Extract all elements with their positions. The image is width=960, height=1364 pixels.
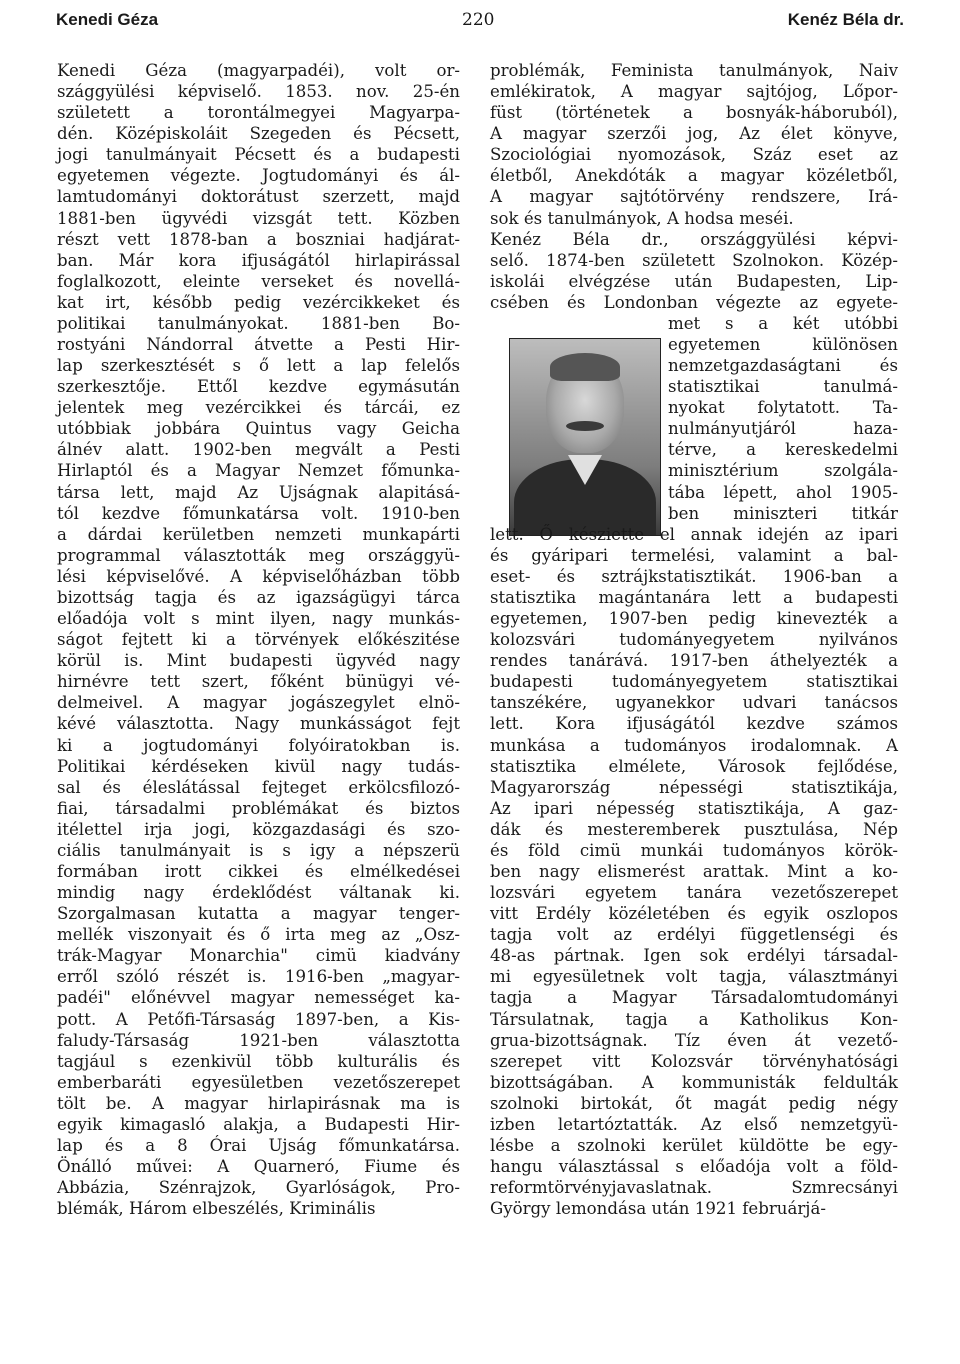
text-line: tölt be. A magyar hirlapirásnak ma is — [57, 1093, 460, 1113]
text-line: szerkesztője. Ettől kezdve egymásután — [57, 377, 460, 397]
text-line: bizottságában. A kommunisták feldulták — [490, 1072, 898, 1092]
text-line: szolnoki birtokát, őt magát pedig négy — [490, 1093, 898, 1113]
text-line: hangu választással s előadója volt a föld- — [490, 1157, 898, 1177]
text-line: született a torontálmegyei Magyarpa- — [57, 103, 460, 123]
text-line: lozsvári egyetem tanára vezetőszerepet — [490, 883, 898, 903]
text-line: tába lépett, ahol 1905- — [668, 482, 898, 502]
text-line: iskolái elvégzése után Budapesten, Lip- — [490, 271, 898, 291]
text-line: politikai tanulmányokat. 1881-ben Bo- — [57, 313, 460, 333]
text-line: Hirlaptól és a Magyar Nemzet főmunka- — [57, 461, 460, 481]
text-line: Társulatnak, tagja a Katholikus Kon- — [490, 1009, 898, 1029]
text-line: 48-as pártnak. Igen sok erdélyi társadal- — [490, 946, 898, 966]
text-line: itélettel irja jogi, közgazdasági és szo- — [57, 819, 460, 839]
text-line: mindig nagy érdeklődést váltanak ki. — [57, 883, 460, 903]
text-line: emberbaráti egyesületben vezetőszerepet — [57, 1072, 460, 1092]
page-number: 220 — [462, 10, 495, 30]
text-line: lési képviselővé. A képviselőházban több — [57, 566, 460, 586]
text-line: lap és a 8 Órai Ujság főmunkatársa. — [57, 1135, 460, 1155]
text-line: Önálló művei: A Quarneró, Fiume és — [57, 1157, 460, 1177]
text-line: nyokat folytatott. Ta- — [668, 398, 898, 418]
text-line: selő. 1874-ben született Szolnokon. Közép- — [490, 250, 898, 270]
text-line: szággyülési képviselő. 1853. nov. 25-én — [57, 82, 460, 102]
text-line: A magyar sajtótörvény rendszere, Irá- — [490, 187, 898, 207]
text-line: tagjául s ezenkivül több kulturális és — [57, 1051, 460, 1071]
text-line: bizottság tagja és az igazságügyi tárca — [57, 587, 460, 607]
text-line: rostyáni Nándorral átvette a Pesti Hir- — [57, 335, 460, 355]
text-line: foglalkozott, eleinte verseket és novellá- — [57, 271, 460, 291]
text-line: programmal választották meg országgyü- — [57, 545, 460, 565]
text-line: trák-Magyar Monarchia" cimü kiadvány — [57, 946, 460, 966]
text-line: kolozsvári tudományegyetem nyilvános — [490, 630, 898, 650]
text-line: tagja volt az erdélyi függetlenségi és — [490, 925, 898, 945]
text-line: izben letartóztatták. Az első nemzetgyü- — [490, 1114, 898, 1134]
text-line: kat irt, később pedig vezércikkeket és — [57, 292, 460, 312]
text-line: térve, a kereskedelmi — [668, 440, 898, 460]
text-line: statisztika magántanára lett a budapesti — [490, 587, 898, 607]
text-line: fiai, társadalmi problémákat és biztos — [57, 798, 460, 818]
text-line: emlékiratok, A magyar sajtójog, Lőpor- — [490, 82, 898, 102]
text-line: lett. Ő késziette el annak idején az ipari — [490, 524, 898, 544]
text-line: lésbe a szolnoki kerület küldötte be egy- — [490, 1135, 898, 1155]
header-right-name: Kenéz Béla dr. — [787, 10, 904, 29]
text-line: társa lett, majd Az Ujságnak alapitásá- — [57, 482, 460, 502]
text-line: dák és mesteremberek pusztulása, Nép — [490, 819, 898, 839]
text-line: sok és tanulmányok, A hodsa meséi. — [490, 208, 794, 228]
text-line: szerepet vitt Kolozsvár törvényhatósági — [490, 1051, 898, 1071]
text-line: lamtudományi doktorátust szerzett, majd — [57, 187, 460, 207]
text-line: és gyáripari termelési, valamint a bal- — [490, 545, 898, 565]
text-line: ben miniszteri titkár — [668, 503, 898, 523]
left-text-column — [57, 60, 460, 1219]
text-line: tagja a Magyar Társadalomtudományi — [490, 988, 898, 1008]
text-line: rendes tanárává. 1917-ben áthelyezték a — [490, 651, 898, 671]
text-line: tól kezdve főmunkatársa volt. 1910-ben — [57, 503, 460, 523]
text-line: faludy-Társaság 1921-ben választotta — [57, 1030, 460, 1050]
text-line: statisztikai tanulmá- — [668, 377, 898, 397]
text-line: Magyarország népességi statisztikája, — [490, 777, 898, 797]
right-text-column — [490, 60, 898, 1219]
text-line: egyetemen végezte. Jogtudományi és ál- — [57, 166, 460, 186]
text-line: életből, Anekdóták a magyar közéletből, — [490, 166, 898, 186]
text-line: tanszékére, ugyanekkor udvari tanácsos — [490, 693, 898, 713]
text-line: lap szerkesztését s ő lett a lap felelős — [57, 356, 460, 376]
text-line: formában irott cikkei és elmélkedései — [57, 861, 460, 881]
text-line: Kenedi Géza (magyarpadéi), volt or- — [57, 61, 460, 80]
text-line: Szorgalmasan kutatta a magyar tenger- — [57, 904, 460, 924]
text-line: hirnévre tett szert, főként bünügyi vé- — [57, 672, 460, 692]
text-line: erről szóló részét is. 1916-ben „magyar- — [57, 967, 460, 987]
text-line: ságot fejtett ki a törvények előkészitése — [57, 630, 460, 650]
text-line: A magyar szerzői jog, Az élet könyve, — [490, 124, 898, 144]
text-line: minisztérium szolgála- — [668, 461, 898, 481]
text-line: lett. Kora ifjuságától kezdve számos — [490, 714, 898, 734]
text-line: ciális tanulmányait is s igy a népszerü — [57, 840, 460, 860]
text-line: egyik kimagasló alakja, a Budapesti Hir- — [57, 1114, 460, 1134]
text-line: Abbázia, Szénrajzok, Gyarlóságok, Pro- — [57, 1178, 460, 1198]
text-line: nemzetgazdaságtani és — [668, 356, 898, 376]
text-line: padéi" előnévvel magyar nemességet ka- — [57, 988, 460, 1008]
text-line: sal és éleslátással fejteget erkölcsfilozó- — [57, 777, 460, 797]
text-line: munkása a tudományos irodalomnak. A — [490, 735, 898, 755]
text-line: egyetemen különösen — [668, 335, 898, 355]
text-line: ki a jogtudományi folyóiratokban is. — [57, 735, 460, 755]
text-line: Szociológiai nyomozások, Száz eset az — [490, 145, 898, 165]
text-line: jogi tanulmányait Pécsett és a budapesti — [57, 145, 460, 165]
text-line: reformtörvényjavaslatnak. Szmrecsányi — [490, 1178, 898, 1198]
text-line: Az ipari népesség statisztikája, A gaz- — [490, 798, 898, 818]
text-line: egyetemen, 1907-ben pedig kinevezték a — [490, 609, 898, 629]
text-line: füst (történetek a bosnyák-háboruból), — [490, 103, 898, 123]
running-header — [0, 8, 960, 32]
text-line: előadója volt s mint ilyen, nagy munkás- — [57, 609, 460, 629]
text-line: met s a két utóbbi — [668, 313, 898, 333]
text-line: dén. Középiskoláit Szegeden és Pécsett, — [57, 124, 460, 144]
text-line: jelentek meg vezércikkei és tárcái, ez — [57, 398, 460, 418]
header-left-name: Kenedi Géza — [56, 10, 159, 29]
text-line: pott. A Petőfi-Társaság 1897-ben, a Kis- — [57, 1009, 460, 1029]
text-line: blémák, Három elbeszélés, Kriminális — [57, 1199, 376, 1219]
text-line: ben nagy elismerést arattak. Mint a ko- — [490, 861, 898, 881]
text-line: utóbbiak jobbára Quintus vagy Geicha — [57, 419, 460, 439]
text-line: mellék viszonyait és ő irta meg az „Osz- — [57, 925, 460, 945]
text-line: a dárdai kerületben nemzeti munkapárti — [57, 524, 460, 544]
text-line: 1881-ben ügyvédi vizsgát tett. Közben — [57, 208, 460, 228]
text-line: Kenéz Béla dr., országgyülési képvi- — [490, 229, 898, 249]
text-line: mi egyesületnek volt tagja, választmányi — [490, 967, 898, 987]
text-line: vitt Erdély közéletében és egyik oszlopos — [490, 904, 898, 924]
text-line: budapesti tudományegyetem statisztikai — [490, 672, 898, 692]
text-line: és föld cimü munkái tudományos körök- — [490, 840, 898, 860]
text-line: grua-bizottságnak. Tíz éven át vezető- — [490, 1030, 898, 1050]
text-line: delmeivel. A magyar jogászegylet elnö- — [57, 693, 460, 713]
text-line: eset- és sztrájkstatisztikát. 1906-ban a — [490, 566, 898, 586]
text-line: statisztika elmélete, Városok fejlődése, — [490, 756, 898, 776]
text-line: nulmányutjáról haza- — [668, 419, 898, 439]
text-line: körül is. Mint budapesti ügyvéd nagy — [57, 651, 460, 671]
text-line: álnév alatt. 1902-ben megvált a Pesti — [57, 440, 460, 460]
text-line: problémák, Feminista tanulmányok, Naiv — [490, 61, 898, 80]
text-line: csében és Londonban végezte az egyete- — [490, 292, 898, 312]
text-line: kévé választotta. Nagy munkásságot fejt — [57, 714, 460, 734]
text-line: ban. Már kora ifjuságától hirlapirással — [57, 250, 460, 270]
text-line: György lemondása után 1921 februárjá- — [490, 1199, 826, 1219]
text-line: Politikai kérdéseken kivül nagy tudás- — [57, 756, 460, 776]
text-line: részt vett 1878-ban a boszniai hadjárat- — [57, 229, 460, 249]
